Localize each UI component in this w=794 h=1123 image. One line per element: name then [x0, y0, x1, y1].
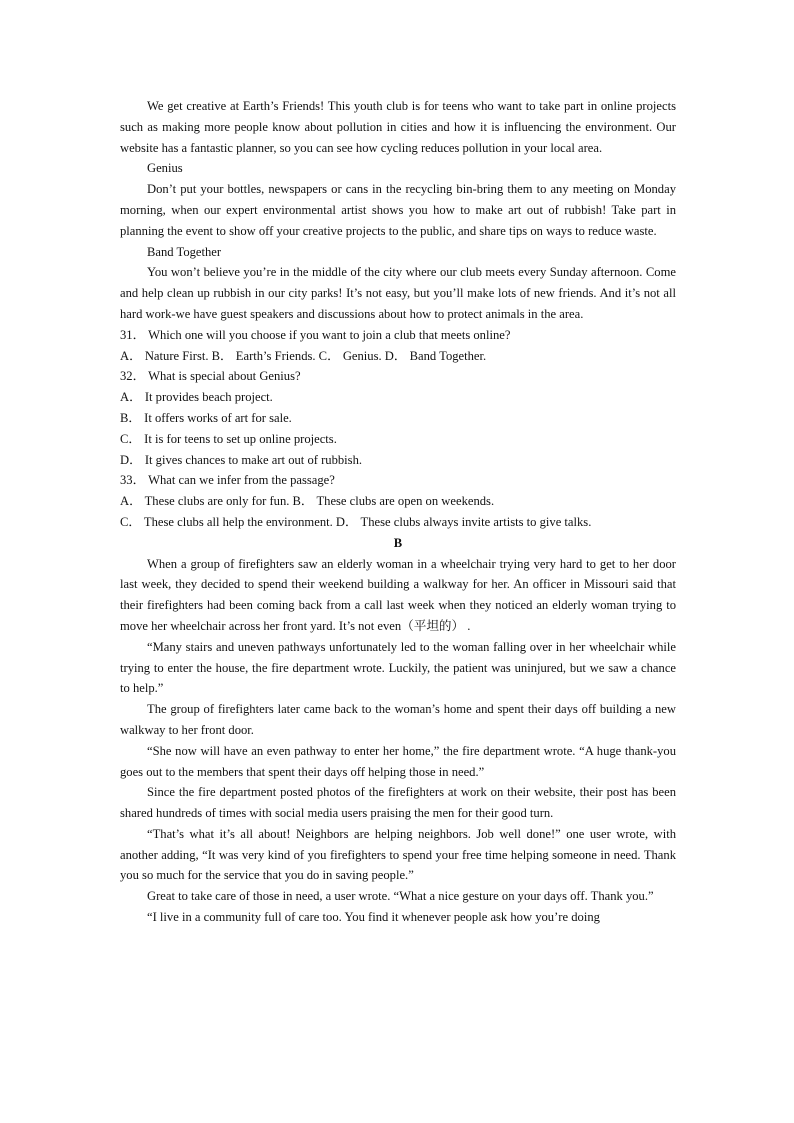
passage-b-paragraph-7: Great to take care of those in need, a user wrote. “What a nice gesture on your days off. Thank you.”: [147, 889, 654, 904]
document-page: [120, 96, 676, 928]
earths-friends-paragraph: We get creative at Earth’s Friends! This youth club is for teens who want to take part in online projects such as making more people know about pollution in cities and how it is influencing the environment. Our website has a fantastic planner, so you can see how cycling reduces pollution in your local area.: [120, 99, 676, 155]
band-together-paragraph: You won’t believe you’re in the middle of the city where our club meets every Sunday afternoon. Come and help clean up rubbish in our city parks! It’s not easy, but you’ll make lots of new friends. And it’s not all hard work-we have guest speakers and discussions about how to protect animals in the area.: [120, 265, 676, 321]
question-33-options-ab: A． These clubs are only for fun. B． These clubs are open on weekends.: [120, 494, 495, 509]
question-32-stem: 32． What is special about Genius?: [120, 369, 301, 384]
passage-b-paragraph-5: Since the fire department posted photos of the firefighters at work on their website, their post has been shared hundreds of times with social media users praising the men for their good turn.: [120, 785, 676, 821]
question-32-option-c: C． It is for teens to set up online projects.: [120, 431, 337, 446]
passage-b-paragraph-6: “That’s what it’s all about! Neighbors are helping neighbors. Job well done!” one user wrote, with another adding, “It was very kind of you firefighters to spend your free time helping someone in need. Thank you so much for the service that you do in saving people.”: [120, 826, 676, 883]
genius-heading: Genius: [147, 161, 183, 176]
passage-b-paragraph-2: “Many stairs and uneven pathways unfortunately led to the woman falling over in her wheelchair while trying to enter the house, the fire department wrote. Luckily, the patient was uninjured, but we saw a chance to help.”: [120, 639, 676, 696]
section-b-label: B: [393, 535, 403, 550]
genius-paragraph: Don’t put your bottles, newspapers or cans in the recycling bin-bring them to any meeting on Monday morning, when our expert environmental artist shows you how to make art out of rubbish! Take part in planning the event to show off your creative projects to the public, and share tips on ways to reduce waste.: [120, 182, 676, 238]
question-32-option-b: B． It offers works of art for sale.: [120, 410, 292, 425]
question-31-stem: 31． Which one will you choose if you want to join a club that meets online?: [120, 327, 511, 342]
question-32-option-d: D． It gives chances to make art out of rubbish.: [120, 452, 363, 467]
question-33-options-cd: C． These clubs all help the environment. D． These clubs always invite artists to give talks.: [120, 514, 592, 529]
question-32-option-a: A． It provides beach project.: [120, 390, 273, 405]
passage-b-paragraph-3: The group of firefighters later came back to the woman’s home and spent their days off building a new walkway to her front door.: [120, 702, 676, 737]
passage-b-paragraph-1: When a group of firefighters saw an elderly woman in a wheelchair trying very hard to get to her door last week, they decided to spend their weekend building a walkway for her. An officer in Missouri said that their firefighters had been coming back from a call last week when they noticed an elderly woman trying to move her wheelchair across her front yard. It’s not even（平坦的） .: [120, 556, 676, 633]
band-together-heading: Band Together: [147, 244, 222, 259]
passage-b-paragraph-8: “I live in a community full of care too. You find it whenever people ask how you’re doing: [147, 910, 600, 925]
question-33-stem: 33． What can we infer from the passage?: [120, 473, 335, 488]
question-31-options: A． Nature First. B． Earth’s Friends. C． Genius. D． Band Together.: [120, 348, 487, 363]
passage-b-paragraph-4: “She now will have an even pathway to enter her home,” the fire department wrote. “A huge thank-you goes out to the members that spent their days off helping those in need.”: [120, 743, 676, 779]
